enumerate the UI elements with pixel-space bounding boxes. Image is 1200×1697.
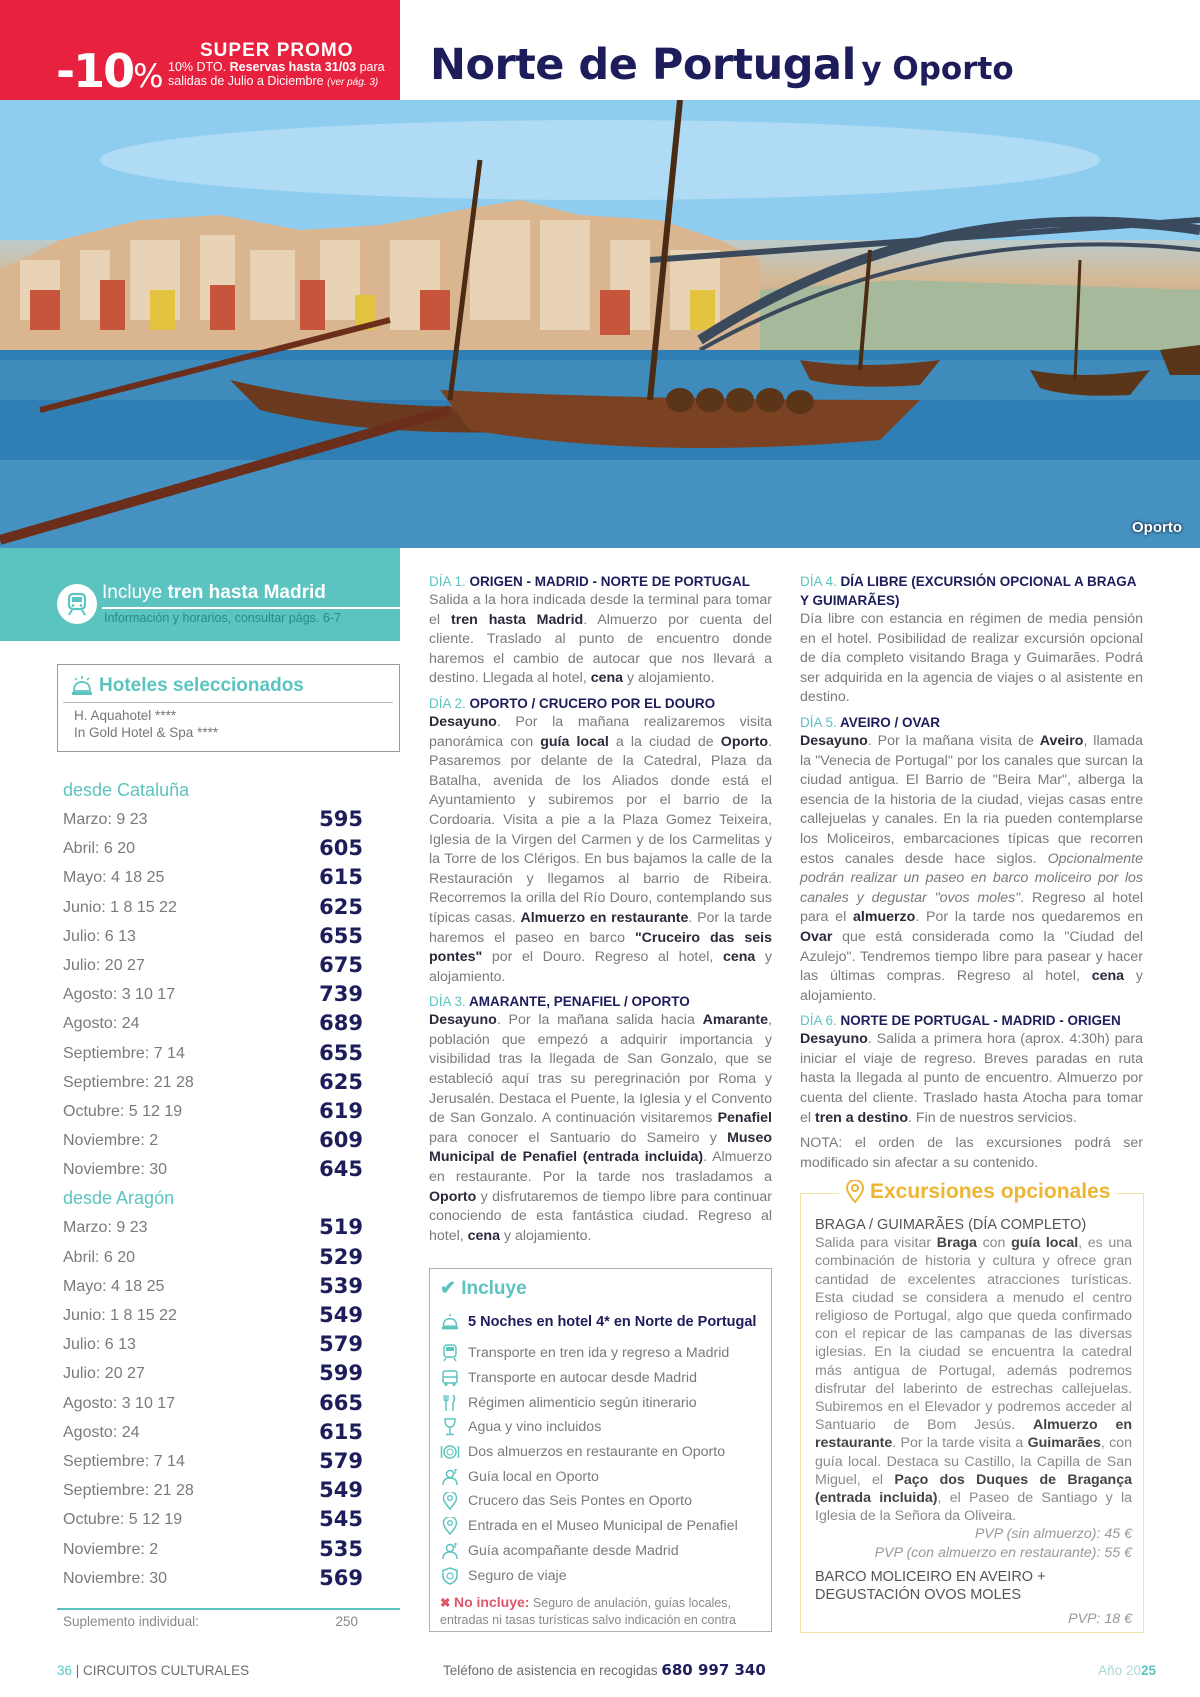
footer-section: 36 | CIRCUITOS CULTURALES xyxy=(57,1663,250,1678)
day-description: Salida a la hora indicada desde la terminal para tomar el tren hasta Madrid. Almuerzo por cuenta del cliente. Traslado al punto de encuentro donde haremos el cambio de autocar que nos llevará a destino. Llegada al hotel, cena y alojamiento. xyxy=(429,592,772,687)
excursion-price: PVP: 18 € xyxy=(1068,1611,1132,1628)
photo-caption: Oporto xyxy=(1132,519,1182,536)
price-row xyxy=(63,1476,363,1505)
departure-dates: Septiembre: 7 14 xyxy=(63,1044,185,1062)
reception-bell-icon xyxy=(440,1313,460,1331)
price: 739 xyxy=(319,982,363,1007)
departure-dates: Octubre: 5 12 19 xyxy=(63,1511,183,1529)
price-row xyxy=(63,1418,363,1447)
price: 549 xyxy=(319,1303,363,1327)
day-description: Desayuno. Por la mañana visita de Aveiro, llamada la "Venecia de Portugal" por los canales que surcan la ciudad antigua. El Barrio de "Beira Mar", alberga la esencia de la historia de la ciudad, viejas casas entre callejuelas y canales. En la ria pueden contemplarse los Moliceiros, embarcaciones típicas que recorren estos canales desde hace siglos. Opcionalmente podrán realizar un paseo en barco moliceiro por los canales y degustar "ovos moles". Regreso al hotel para el almuerzo. Por la tarde nos quedaremos en Ovar que está considerada como la "Ciudad del Azulejo". Tendremos tiempo libre para pasear y hacer las últimas compras. Regreso al hotel, cena y alojamiento. xyxy=(800,732,1144,1004)
page-number: 36 xyxy=(57,1663,73,1678)
excursion-title: BRAGA / GUIMARÃES (DÍA COMPLETO) xyxy=(815,1217,1087,1233)
day-heading: DÍA 1. ORIGEN - MADRID - NORTE DE PORTUGAL xyxy=(429,574,751,589)
price: 579 xyxy=(319,1332,363,1357)
departure-dates: Agosto: 24 xyxy=(63,1423,140,1441)
footer-phone: Teléfono de asistencia en recogidas 680 997 340 xyxy=(443,1661,766,1679)
departure-dates: Abril: 6 20 xyxy=(63,840,136,858)
departure-dates: Junio: 1 8 15 22 xyxy=(63,1307,177,1324)
departure-dates: Agosto: 3 10 17 xyxy=(63,986,176,1004)
price: 655 xyxy=(319,923,363,948)
cutlery-icon xyxy=(440,1393,460,1413)
price: 675 xyxy=(319,952,363,977)
shield-icon xyxy=(440,1566,460,1586)
section-name: CIRCUITOS CULTURALES xyxy=(83,1663,250,1678)
price: 545 xyxy=(319,1507,363,1532)
includes-item: Transporte en tren ida y regreso a Madrid xyxy=(440,1341,738,1366)
includes-item: Dos almuerzos en restaurante en Oporto xyxy=(440,1440,738,1465)
promo-banner xyxy=(0,0,400,100)
wine-glass-icon xyxy=(440,1417,460,1437)
price: 529 xyxy=(319,1244,363,1269)
price-row xyxy=(63,1039,363,1068)
price-row xyxy=(63,1097,363,1126)
day-heading: DÍA 3. AMARANTE, PENAFIEL / OPORTO xyxy=(429,994,690,1010)
price-table xyxy=(63,776,363,1593)
departure-dates: Agosto: 3 10 17 xyxy=(63,1394,176,1412)
reception-bell-icon xyxy=(70,675,94,697)
departure-dates: Octubre: 5 12 19 xyxy=(63,1102,183,1120)
price-row xyxy=(63,1535,363,1564)
departure-dates: Julio: 6 13 xyxy=(63,927,136,945)
price: 645 xyxy=(319,1157,363,1182)
divider xyxy=(63,702,393,703)
excursion-title: BARCO MOLICEIRO EN AVEIRO + DEGUSTACIÓN OVOS MOLES xyxy=(815,1568,1046,1604)
price-row xyxy=(63,1330,363,1359)
departure-dates: Marzo: 9 23 xyxy=(63,811,148,828)
departure-dates: Julio: 6 13 xyxy=(63,1336,136,1354)
departure-dates: Noviembre: 30 xyxy=(63,1569,168,1587)
includes-headline: 5 Noches en hotel 4* en Norte de Portugal xyxy=(440,1313,756,1331)
single-supplement xyxy=(63,1614,358,1629)
supplement-label: Suplemento individual: xyxy=(63,1614,199,1629)
departure-dates: Septiembre: 21 28 xyxy=(63,1073,194,1091)
phone-number: 680 997 340 xyxy=(661,1661,766,1679)
promo-line-1: 10% DTO. Reservas hasta 31/03 para xyxy=(168,60,385,74)
hotel-item: In Gold Hotel & Spa **** xyxy=(74,725,219,740)
itinerary-column-2 xyxy=(800,572,1143,1178)
hotels-title: Hoteles seleccionados xyxy=(70,675,304,697)
includes-item: Entrada en el Museo Municipal de Penafiel xyxy=(440,1514,738,1539)
price-row xyxy=(63,1068,363,1097)
bus-icon xyxy=(440,1368,460,1388)
price-row xyxy=(63,1505,363,1534)
price-row xyxy=(63,805,363,834)
includes-box xyxy=(429,1268,772,1632)
departure-dates: Noviembre: 2 xyxy=(63,1132,159,1150)
departure-dates: Julio: 20 27 xyxy=(63,956,145,974)
price: 689 xyxy=(319,1011,363,1036)
departure-dates: Septiembre: 21 28 xyxy=(63,1482,194,1500)
price-row xyxy=(63,980,363,1009)
price: 519 xyxy=(319,1215,363,1240)
price-row xyxy=(63,1447,363,1476)
includes-title: ✔ Incluye xyxy=(440,1278,527,1299)
price: 615 xyxy=(319,865,363,890)
footer-year: Año 2025 xyxy=(1098,1663,1156,1678)
excursion-description: Salida para visitar Braga con guía local, es una combinación de historia y cultura y ofrece gran cantidad de excelentes atracciones turísticas. Esta ciudad se considera a menudo el centro religioso de Portugal, algo que queda confirmado con el repicar de las campanas de las diversas iglesias. En la ciudad se encuentra la catedral más antigua de Portugal, además podremos disfrutar del laberinto de estrechas callejuelas. Subiremos en el Elevador y podremos acceder al Santuario de Bom Jesús. Almuerzo en restaurante. Por la tarde visita a Guimarães, con guía local. Destaca su Castillo, la Capilla de San Miguel, el Paço dos Duques de Bragança (entrada incluida), el Paseo de Santiago y la Iglesia de la Señora da Oliveira. xyxy=(815,1235,1133,1525)
price: 655 xyxy=(319,1040,363,1065)
promo-title: SUPER PROMO xyxy=(200,40,354,61)
day-heading: DÍA 6. NORTE DE PORTUGAL - MADRID - ORIGEN xyxy=(800,1013,1121,1029)
includes-item: Seguro de viaje xyxy=(440,1563,738,1588)
excursions-content xyxy=(815,1216,1132,1628)
price: 579 xyxy=(319,1448,363,1473)
includes-item: Agua y vino incluidos xyxy=(440,1415,738,1440)
departure-dates: Marzo: 9 23 xyxy=(63,1219,148,1237)
x-circle-icon: ✖ xyxy=(440,1596,451,1610)
includes-list xyxy=(440,1341,738,1588)
price-row xyxy=(63,1155,363,1184)
discount-badge: -10% xyxy=(56,44,164,98)
price: 605 xyxy=(319,836,363,861)
excursion-price: PVP (con almuerzo en restaurante): 55 € xyxy=(874,1544,1132,1561)
includes-item: Guía acompañante desde Madrid xyxy=(440,1539,738,1564)
price-row xyxy=(63,1243,363,1272)
day-heading: DÍA 2. OPORTO / CRUCERO POR EL DOURO xyxy=(429,695,716,711)
day-description: Desayuno. Salida a primera hora (aprox. 4:30h) para iniciar el viaje de regreso. Breves paradas en ruta hasta la llegada al punto de encuentro. Almuerzo por cuenta del cliente. Traslado hasta Atocha para tomar el tren a destino. Fin de nuestros servicios. xyxy=(800,1031,1143,1126)
price-row xyxy=(63,1564,363,1593)
day-description: Desayuno. Por la mañana realizaremos visita panorámica con guía local a la ciudad de Oporto. Pasaremos por delante de la Catedral, Plaza da Batalha, avenida de los Aliados donde está el Ayuntamiento y subiremos por el barrio de la Cordoaria. Visita a pie a la Plaza Gomez Teixeira, Iglesia de la Virgen del Carmen y de los Carmelitas y la Torre de los Clérigos. En bus bajamos la calle de la Restauración y llegamos al barrio de Ribeira. Recorremos la orilla del Río Douro, contemplando sus típicas casas. Almuerzo en restaurante. Por la tarde haremos el paseo en barco "Cruceiro das seis pontes" por el Douro. Regreso al hotel, cena y alojamiento. xyxy=(429,713,773,985)
hero-photo xyxy=(0,100,1200,548)
hotel-item: H. Aquahotel **** xyxy=(74,708,177,723)
departure-dates: Mayo: 4 18 25 xyxy=(63,869,165,887)
departure-dates: Agosto: 24 xyxy=(63,1015,140,1033)
divider xyxy=(102,607,400,609)
porto-river-boats-illustration xyxy=(0,100,1200,548)
day-description: Desayuno. Por la mañana salida hacia Amarante, población que empezó a adquirir importancia y visibilidad tras la llegada de San Gonzalo, que se estableció aquí tras su peregrinación por Roma y Jerusalén. Destaca el Puente, la Iglesia y el Convento de San Gonzalo. A continuación visitaremos Penafiel para conocer el Santuario do Sameiro y Museo Municipal de Penafiel (entrada incluida). Almuerzo en restaurante. Por la tarde nos trasladamos a Oporto y disfrutaremos de tiempo libre para continuar conociendo de esta fantástica ciudad. Regreso al hotel, cena y alojamiento. xyxy=(429,1012,772,1244)
includes-item: Régimen alimenticio según itinerario xyxy=(440,1390,738,1415)
price-row xyxy=(63,1359,363,1388)
day-heading: DÍA 4. DÍA LIBRE (EXCURSIÓN OPCIONAL A BRAGA Y GUIMARÃES) xyxy=(800,574,1137,608)
price-row xyxy=(63,951,363,980)
price: 619 xyxy=(319,1098,363,1123)
departure-dates: Junio: 1 8 15 22 xyxy=(63,898,177,916)
price-row xyxy=(63,1126,363,1155)
page-title: Norte de Portugal y Oporto xyxy=(430,40,1014,90)
divider xyxy=(57,1608,400,1610)
not-included: ✖ No incluye: Seguro de anulación, guías locales, entradas ni tasas turísticas salvo indicación en contra xyxy=(440,1594,736,1627)
excursions-title: Excursiones opcionales xyxy=(839,1180,1116,1204)
hotels-box xyxy=(57,664,400,752)
price: 539 xyxy=(319,1273,363,1298)
price-row xyxy=(63,1272,363,1301)
price: 599 xyxy=(319,1361,363,1386)
train-title: Incluye tren hasta Madrid xyxy=(102,582,326,603)
departure-dates: Noviembre: 30 xyxy=(63,1161,168,1179)
price: 615 xyxy=(319,1419,363,1444)
price-row xyxy=(63,834,363,863)
plate-icon xyxy=(440,1442,460,1462)
price: 535 xyxy=(319,1536,363,1561)
price-row xyxy=(63,1213,363,1242)
departure-dates: Noviembre: 2 xyxy=(63,1540,159,1558)
departure-dates: Mayo: 4 18 25 xyxy=(63,1277,165,1295)
day-description: Día libre con estancia en régimen de media pensión en el hotel. Posibilidad de realizar excursión opcional de día completo visitando Braga y Guimarães. Podrá ser adquirida en la agencia de viajes o al asistente en destino. xyxy=(800,611,1143,706)
includes-item: Transporte en autocar desde Madrid xyxy=(440,1366,738,1391)
price-row xyxy=(63,893,363,922)
price-row xyxy=(63,863,363,892)
price-row xyxy=(63,922,363,951)
excursion-price: PVP (sin almuerzo): 45 € xyxy=(974,1526,1132,1543)
price: 665 xyxy=(319,1390,363,1415)
price: 549 xyxy=(319,1478,363,1503)
itinerary-column-1 xyxy=(429,572,772,1251)
location-pin-icon xyxy=(440,1491,460,1511)
price: 595 xyxy=(319,807,363,831)
price: 625 xyxy=(319,894,363,919)
departure-dates: Abril: 6 20 xyxy=(63,1248,136,1266)
train-info-text: Información y horarios, consultar págs. 6-7 xyxy=(104,611,341,625)
region-heading: desde Cataluña xyxy=(63,780,190,800)
price: 625 xyxy=(319,1069,363,1094)
train-icon xyxy=(57,584,97,624)
includes-item: Crucero das Seis Pontes en Oporto xyxy=(440,1489,738,1514)
departure-dates: Julio: 20 27 xyxy=(63,1365,145,1383)
supplement-value: 250 xyxy=(335,1614,358,1629)
price: 609 xyxy=(319,1128,363,1153)
includes-item: Guía local en Oporto xyxy=(440,1464,738,1489)
price-row xyxy=(63,1009,363,1038)
itinerary-note: NOTA: el orden de las excursiones podrá ser modificado sin afectar a su contenido. xyxy=(800,1135,1143,1171)
checkmark-icon: ✔ xyxy=(440,1278,456,1299)
guide-icon xyxy=(440,1541,460,1561)
hotel-list xyxy=(74,707,218,741)
location-pin-icon xyxy=(440,1516,460,1536)
price-row xyxy=(63,1301,363,1330)
location-pin-icon xyxy=(845,1180,865,1204)
price-row xyxy=(63,1389,363,1418)
train-icon xyxy=(440,1343,460,1363)
optional-excursions-box xyxy=(800,1180,1144,1633)
promo-line-2: salidas de Julio a Diciembre (ver pág. 3) xyxy=(168,74,379,88)
guide-icon xyxy=(440,1467,460,1487)
price: 569 xyxy=(319,1565,363,1590)
departure-dates: Septiembre: 7 14 xyxy=(63,1452,185,1470)
region-heading: desde Aragón xyxy=(63,1188,175,1209)
day-heading: DÍA 5. AVEIRO / OVAR xyxy=(800,714,941,730)
